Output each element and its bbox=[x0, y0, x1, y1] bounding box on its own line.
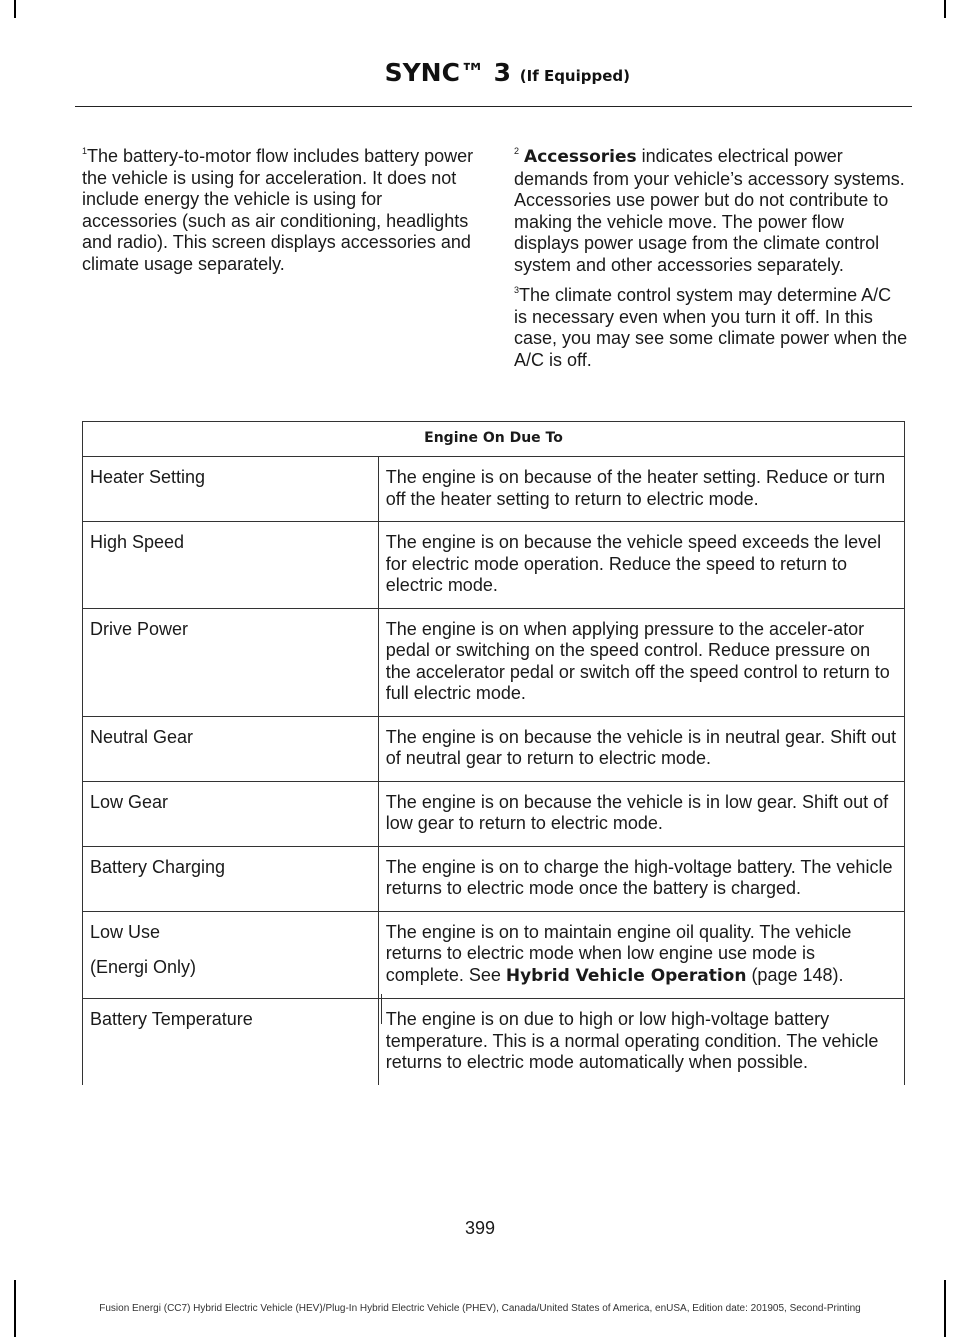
header-rule bbox=[75, 106, 912, 107]
page-number: 399 bbox=[464, 1218, 496, 1238]
table-row bbox=[83, 608, 905, 716]
footnote-2-text: indicates electrical power demands from your vehicle’s accessory systems. Accessories use power but do not contribute to making the vehicle move. The power flow displays power usage from the climate control system and other accessories separately. bbox=[514, 146, 905, 275]
footnote-2 bbox=[514, 146, 908, 276]
right-column bbox=[514, 146, 908, 380]
table-title: Engine On Due To bbox=[83, 422, 905, 457]
row-description: The engine is on to maintain engine oil quality. The vehicle returns to electric mode when low engine use mode is complete. See bbox=[385, 921, 852, 985]
footnote-2-marker: 2 bbox=[514, 146, 520, 156]
table-row bbox=[83, 522, 905, 609]
table-row bbox=[83, 911, 905, 999]
header-title: SYNC™ 3 bbox=[384, 58, 512, 87]
page-header bbox=[0, 58, 960, 87]
row-description-cell bbox=[378, 911, 904, 999]
row-description: The engine is on because the vehicle is in low gear. Shift out of low gear to return to electric mode. bbox=[378, 781, 904, 846]
row-description: The engine is on because the vehicle speed exceeds the level for electric mode operation. Reduce the speed to return to electric mode. bbox=[378, 522, 904, 609]
row-name: Low Gear bbox=[83, 781, 379, 846]
table-row bbox=[83, 457, 905, 522]
row-description: The engine is on when applying pressure to the acceler-ator pedal or switching on the speed control. Reduce pressure on the accelerator pedal or switch off the speed control to return to full electric mode. bbox=[378, 608, 904, 716]
footnote-3-marker: 3 bbox=[514, 285, 520, 295]
column-divider-stub bbox=[381, 994, 382, 1024]
row-name-cell bbox=[83, 911, 379, 999]
cross-reference-link[interactable]: Hybrid Vehicle Operation bbox=[505, 965, 747, 986]
footnote-3-text: The climate control system may determine A/C is necessary even when you turn it off. In this case, you may see some climate power when the A/C is off. bbox=[514, 285, 908, 370]
row-description-tail: (page 148). bbox=[746, 964, 844, 985]
footnote-3 bbox=[514, 285, 908, 371]
footnote-1-text: The battery-to-motor flow includes battery power the vehicle is using for acceleration. It does not include energy the vehicle is using for accessories (such as air conditioning, headlights and radio). This screen displays accessories and climate usage separately. bbox=[82, 146, 474, 274]
header-subtitle: (If Equipped) bbox=[519, 67, 630, 85]
crop-mark-top-right bbox=[944, 0, 946, 18]
footnote-2-term: Accessories bbox=[524, 147, 637, 167]
engine-on-table bbox=[82, 421, 905, 1085]
row-name-note: (Energi Only) bbox=[90, 957, 197, 977]
row-name: Heater Setting bbox=[83, 457, 379, 522]
footnote-1 bbox=[82, 146, 482, 275]
table-row bbox=[83, 716, 905, 781]
footnote-1-marker: 1 bbox=[82, 146, 88, 156]
table-row bbox=[83, 999, 905, 1085]
row-description: The engine is on to charge the high-voltage battery. The vehicle returns to electric mode once the battery is charged. bbox=[378, 846, 904, 911]
page-footer: Fusion Energi (CC7) Hybrid Electric Vehicle (HEV)/Plug-In Hybrid Electric Vehicle (PHEV), Canada/United States of America, enUSA, Edition date: 201905, Second-Printing bbox=[99, 1303, 861, 1314]
row-name: Battery Charging bbox=[83, 846, 379, 911]
row-name: Drive Power bbox=[83, 608, 379, 716]
row-description: The engine is on because the vehicle is in neutral gear. Shift out of neutral gear to return to electric mode. bbox=[378, 716, 904, 781]
table-row bbox=[83, 846, 905, 911]
left-column bbox=[82, 146, 482, 284]
row-name: High Speed bbox=[83, 522, 379, 609]
row-name: Battery Temperature bbox=[83, 999, 379, 1085]
crop-mark-top-left bbox=[14, 0, 16, 18]
row-name: Neutral Gear bbox=[83, 716, 379, 781]
row-name: Low Use bbox=[90, 921, 161, 942]
row-description: The engine is on due to high or low high-voltage battery temperature. This is a normal operating condition. The vehicle returns to electric mode automatically when possible. bbox=[378, 999, 904, 1085]
row-description: The engine is on because of the heater setting. Reduce or turn off the heater setting to return to electric mode. bbox=[378, 457, 904, 522]
table-row bbox=[83, 781, 905, 846]
